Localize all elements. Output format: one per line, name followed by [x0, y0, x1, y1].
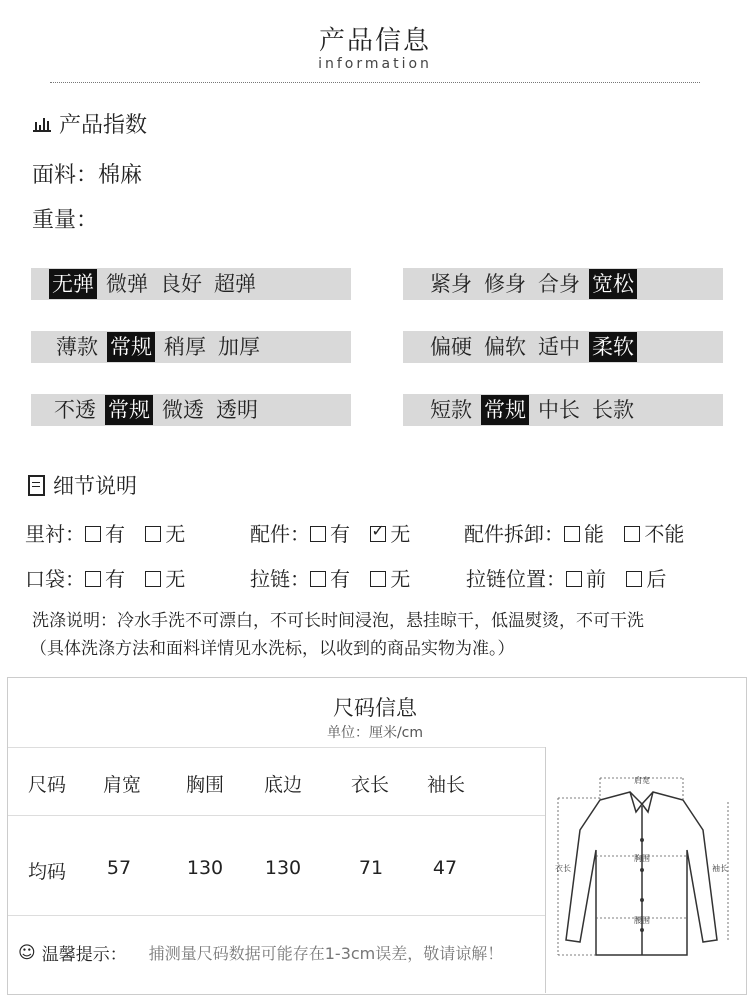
option: 偏软 — [484, 335, 526, 359]
diagram-label-waist: 腰围 — [634, 916, 650, 925]
index-title: 产品指数 — [59, 113, 148, 138]
fabric-line: 面料：棉麻 — [32, 163, 143, 188]
option: 短款 — [430, 398, 472, 422]
option: 修身 — [484, 272, 526, 296]
checkbox — [145, 526, 161, 542]
diagram-label-chest: 胸围 — [634, 854, 650, 863]
table-divider — [545, 747, 546, 993]
checkbox-checked — [370, 526, 386, 542]
option-label: 无 — [165, 522, 186, 546]
document-icon — [28, 475, 45, 496]
size-unit: 单位：厘米/cm — [326, 725, 424, 741]
checkbox — [370, 571, 386, 587]
index-section-heading — [33, 108, 147, 139]
header-cell: 袖长 — [426, 774, 465, 796]
detail-accessory — [250, 518, 410, 547]
lining-label: 里衬： — [25, 522, 85, 546]
option: 稍厚 — [164, 335, 206, 359]
option-selected: 常规 — [481, 395, 529, 425]
wash-note: （具体洗涤方法和面料详情见水洗标，以收到的商品实物为准。） — [30, 639, 515, 659]
option-selected: 宽松 — [589, 269, 637, 299]
diagram-label-length: 衣长 — [555, 864, 571, 873]
checkbox — [626, 571, 642, 587]
option-label: 无 — [165, 567, 186, 591]
option-label: 能 — [584, 522, 604, 546]
page-subtitle: information — [318, 56, 432, 72]
option: 微弹 — [106, 272, 148, 296]
fit-bar — [403, 268, 723, 300]
divider — [50, 82, 700, 83]
checkbox — [310, 526, 326, 542]
option: 紧身 — [430, 272, 472, 296]
diagram-label-sleeve: 袖长 — [712, 864, 728, 873]
option-label: 不能 — [644, 522, 685, 546]
header-cell: 底边 — [263, 774, 302, 796]
weight-line: 重量： — [32, 208, 99, 233]
header-cell: 尺码 — [27, 774, 66, 796]
detail-row-1 — [25, 518, 185, 547]
bar-chart-icon — [33, 116, 51, 132]
option-label: 前 — [586, 567, 606, 591]
option: 合身 — [538, 272, 580, 296]
wash-instructions: 洗涤说明：冷水手洗不可漂白，不可长时间浸泡，悬挂晾干，低温熨烫，不可干洗 — [32, 611, 644, 631]
checkbox — [566, 571, 582, 587]
option-label: 无 — [390, 567, 411, 591]
detail-zipper-position — [466, 563, 666, 592]
option-selected: 无弹 — [49, 269, 97, 299]
zipper-label: 拉链： — [250, 567, 310, 591]
transparency-bar — [31, 394, 351, 426]
option: 不透 — [54, 398, 96, 422]
row-cell: 130 — [186, 857, 224, 879]
details-title: 细节说明 — [53, 474, 137, 498]
option-label: 有 — [105, 522, 125, 546]
option: 中长 — [538, 398, 580, 422]
checkbox — [624, 526, 640, 542]
thickness-bar — [31, 331, 351, 363]
checkbox — [85, 526, 101, 542]
zipper-position-label: 拉链位置： — [466, 567, 566, 591]
option-label: 有 — [105, 567, 125, 591]
row-cell: 57 — [106, 857, 132, 879]
option: 加厚 — [218, 335, 260, 359]
smiley-icon: ☺ — [18, 942, 36, 963]
row-cell: 71 — [358, 857, 384, 879]
row-cell: 47 — [432, 857, 458, 879]
diagram-label-shoulder: 肩宽 — [634, 776, 650, 785]
header-cell: 胸围 — [185, 774, 224, 796]
option: 偏硬 — [430, 335, 472, 359]
option: 适中 — [538, 335, 580, 359]
size-tip — [18, 940, 503, 965]
pocket-label: 口袋： — [25, 567, 85, 591]
table-divider — [8, 747, 545, 748]
header-cell: 衣长 — [350, 774, 389, 796]
table-divider — [8, 915, 545, 916]
accessory-label: 配件： — [250, 522, 310, 546]
tip-text: 捕测量尺码数据可能存在1-3cm误差，敬请谅解！ — [148, 944, 504, 963]
elasticity-bar — [31, 268, 351, 300]
page-title: 产品信息 — [318, 26, 431, 56]
option-label: 后 — [646, 567, 667, 591]
detail-zipper — [250, 563, 410, 592]
option-label: 有 — [330, 522, 350, 546]
option: 良好 — [160, 272, 202, 296]
checkbox — [85, 571, 101, 587]
option-label: 有 — [330, 567, 350, 591]
tip-label: 温馨提示： — [41, 945, 127, 965]
option-selected: 常规 — [105, 395, 153, 425]
option-selected: 常规 — [107, 332, 155, 362]
removable-label: 配件拆卸： — [464, 522, 564, 546]
detail-pocket — [25, 563, 185, 592]
length-bar — [403, 394, 723, 426]
option: 透明 — [216, 398, 258, 422]
option-selected: 柔软 — [589, 332, 637, 362]
detail-removable — [464, 518, 684, 547]
shirt-outline-icon — [566, 792, 717, 955]
checkbox — [310, 571, 326, 587]
header-cell: 肩宽 — [102, 774, 141, 796]
option: 微透 — [162, 398, 204, 422]
checkbox — [564, 526, 580, 542]
row-cell: 均码 — [27, 861, 66, 883]
size-title: 尺码信息 — [333, 696, 417, 720]
softness-bar — [403, 331, 723, 363]
shirt-diagram — [552, 770, 737, 970]
checkbox — [145, 571, 161, 587]
table-divider — [8, 815, 545, 816]
option: 薄款 — [56, 335, 98, 359]
option: 超弹 — [214, 272, 256, 296]
row-cell: 130 — [264, 857, 302, 879]
details-section-heading — [28, 470, 137, 500]
option: 长款 — [592, 398, 634, 422]
option-label: 无 — [390, 522, 411, 546]
